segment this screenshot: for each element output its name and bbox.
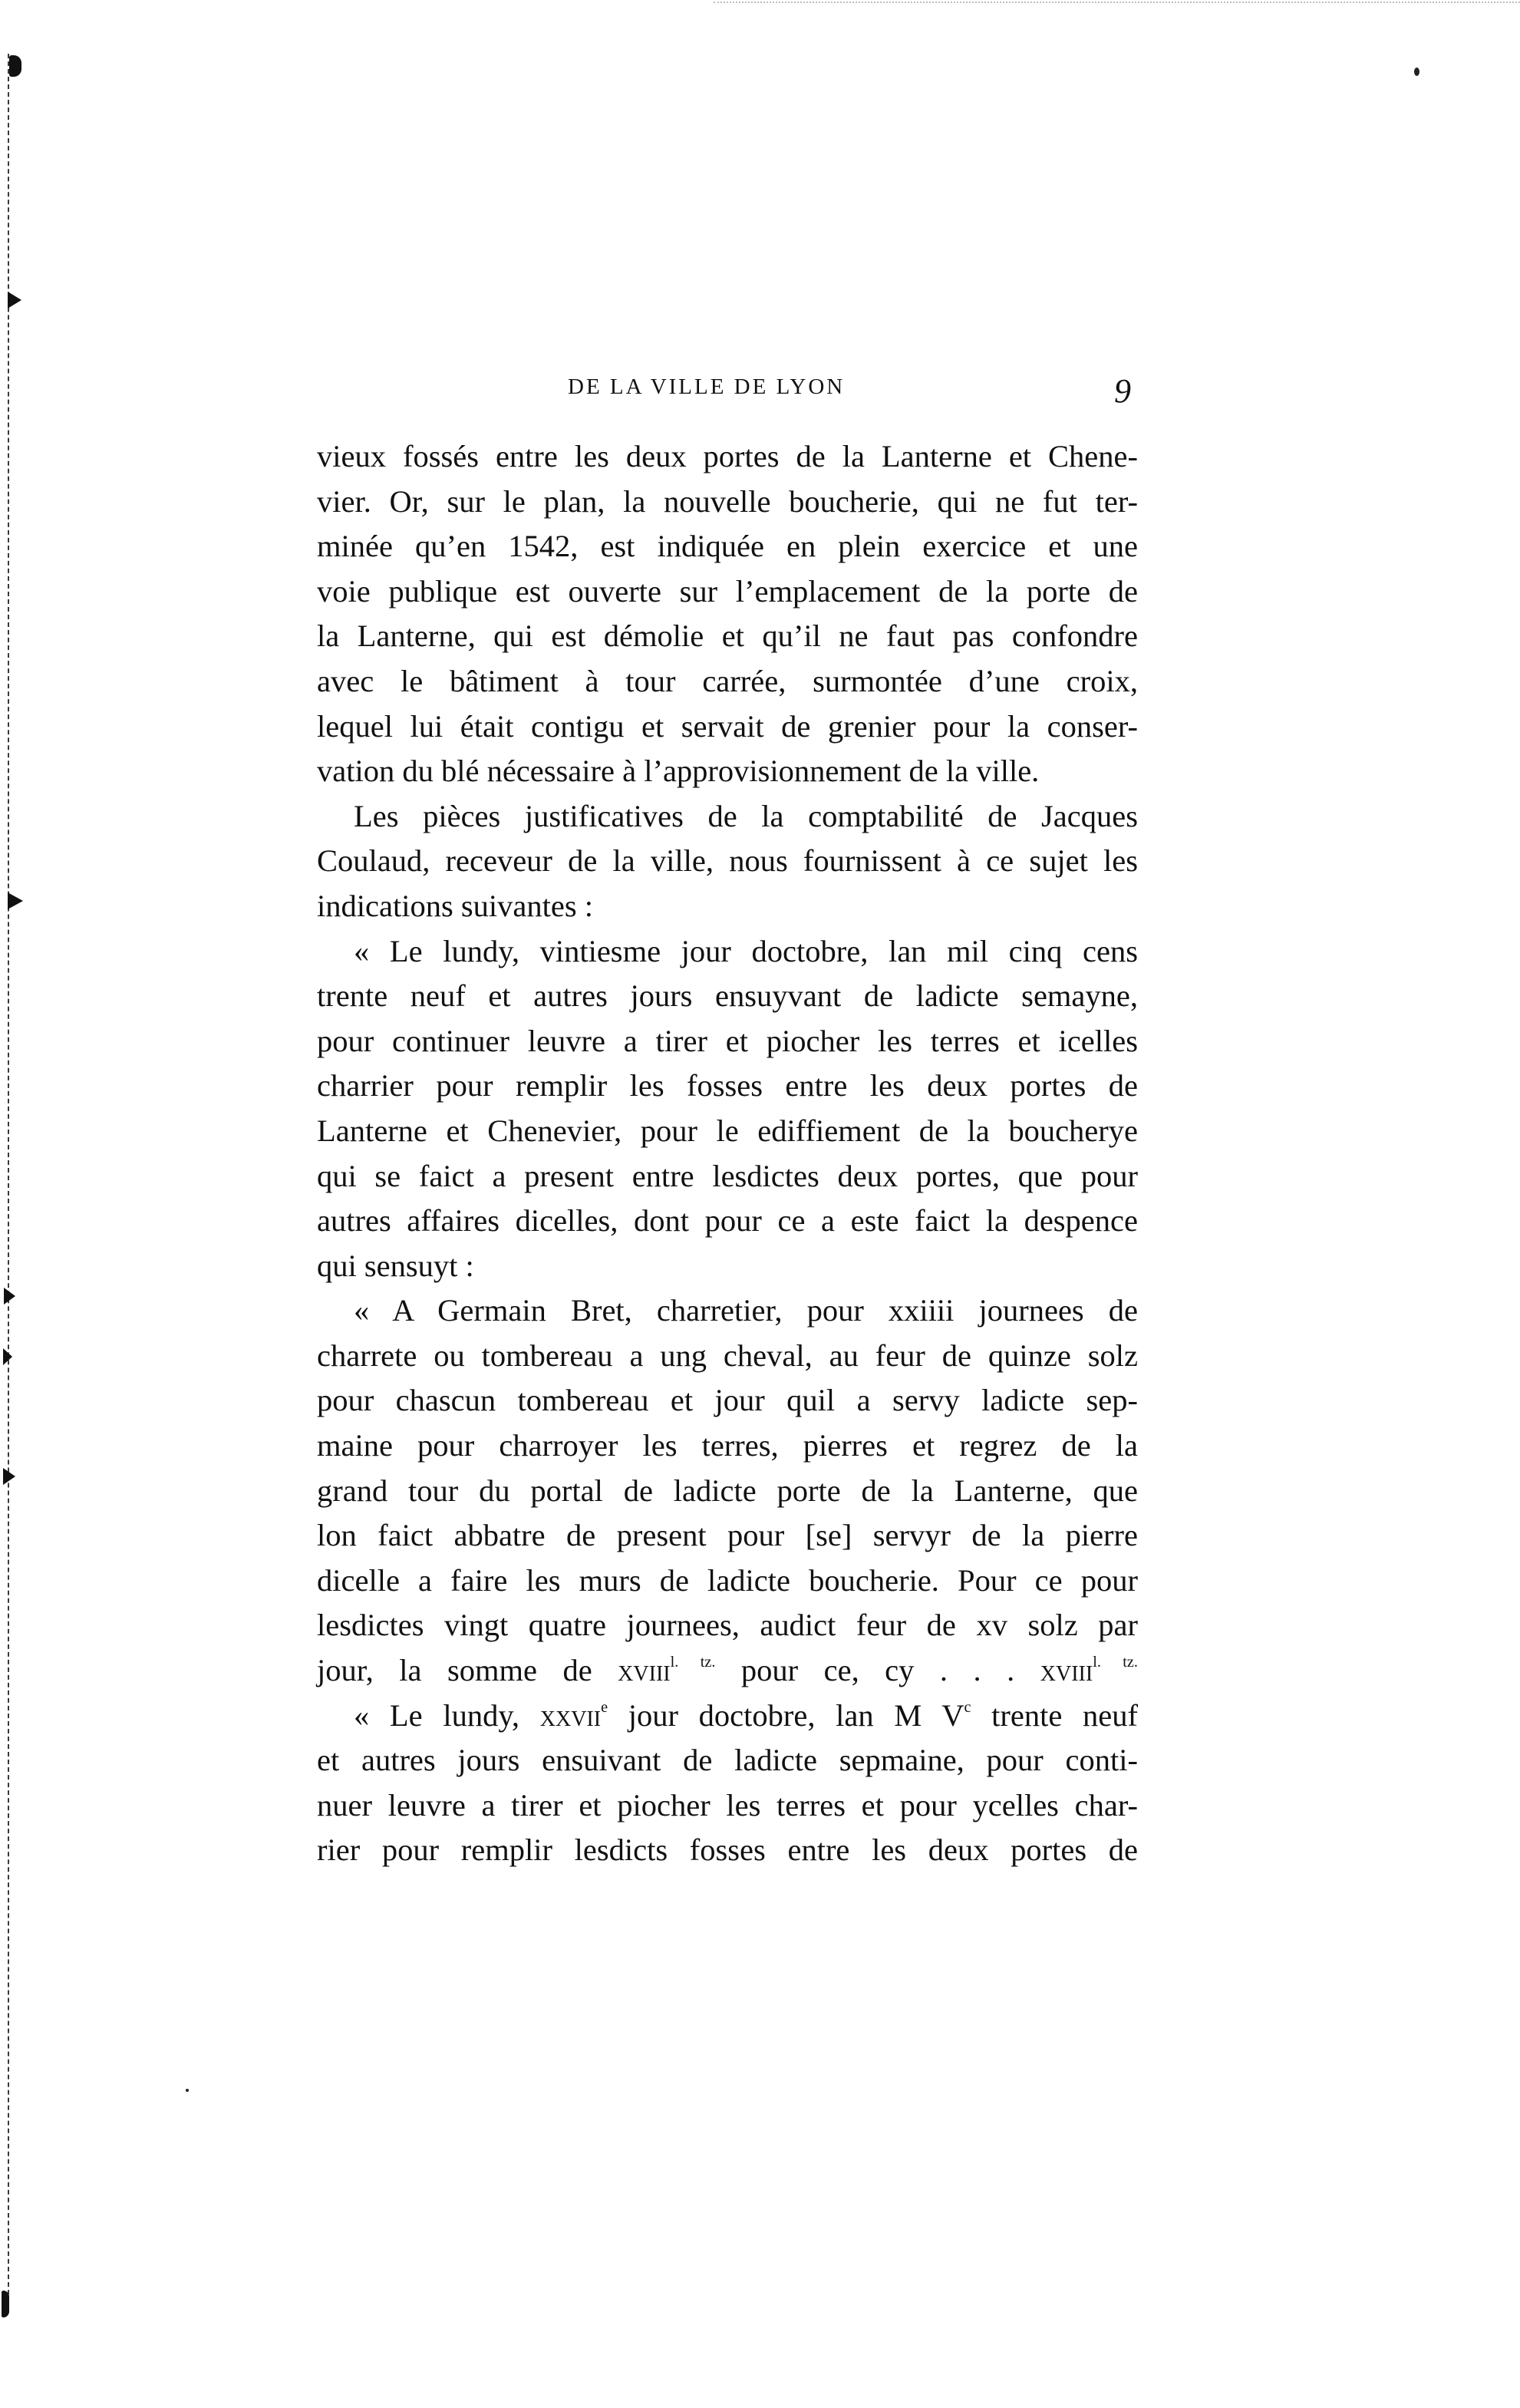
- text-line: qui se faict a present entre lesdictes deux portes, que pour: [317, 1158, 1138, 1193]
- sum-line: [317, 1648, 1138, 1694]
- text-line: avec le bâtiment à tour carrée, surmontée d’une croix,: [317, 663, 1138, 698]
- text-fragment: trente neuf: [971, 1697, 1139, 1733]
- text-line: vieux fossés entre les deux portes de la Lanterne et Chene-: [317, 439, 1138, 473]
- text-line: la Lanterne, qui est démolie et qu’il ne faut pas confondre: [317, 618, 1138, 654]
- text-fragment: jour doctobre, lan M V: [608, 1697, 964, 1733]
- text-line: charrier pour remplir les fosses entre les deux portes de: [317, 1068, 1138, 1103]
- text-line: lon faict abbatre de present pour [se] servyr de la pierre: [317, 1518, 1138, 1553]
- margin-mark: [8, 892, 23, 909]
- ink-speck: [1414, 68, 1419, 76]
- text-line: Lanterne et Chenevier, pour le ediffiement de la boucherye: [317, 1113, 1138, 1148]
- text-line: lequel lui était contigu et servait de grenier pour la conser-: [317, 708, 1138, 744]
- text-line: « Le lundy, vintiesme jour doctobre, lan mil cinq cens: [354, 933, 1138, 968]
- margin-mark: [4, 1288, 15, 1305]
- sum-amount: xviii: [618, 1653, 671, 1688]
- text-line: maine pour charroyer les terres, pierres et regrez de la: [317, 1428, 1138, 1463]
- text-line: Les pièces justificatives de la comptabilité de Jacques: [354, 798, 1138, 833]
- roman-day: xxvii: [539, 1697, 602, 1733]
- text-line: lesdictes vingt quatre journees, audict feur de xv solz par: [317, 1608, 1138, 1643]
- text-line: « A Germain Bret, charretier, pour xxiiii journees de: [354, 1293, 1138, 1328]
- text-line: autres affaires dicelles, dont pour ce a este faict la despence: [317, 1203, 1138, 1239]
- margin-mark: [3, 1348, 12, 1365]
- text-line: vier. Or, sur le plan, la nouvelle boucherie, qui ne fut ter-: [317, 483, 1138, 519]
- text-line: et autres jours ensuivant de ladicte sepmaine, pour conti-: [317, 1743, 1138, 1778]
- scan-top-edge: [714, 2, 1520, 3]
- text-line: trente neuf et autres jours ensuyvant de ladicte semayne,: [317, 978, 1138, 1014]
- text-line: minée qu’en 1542, est indiquée en plein exercice et une: [317, 529, 1138, 564]
- text-line: vation du blé nécessaire à l’approvisionnement de la ville.: [317, 754, 1040, 789]
- sum-prefix: jour, la somme de: [317, 1653, 618, 1688]
- running-header: DE LA VILLE DE LYON: [568, 374, 846, 399]
- text-line: [317, 1694, 1138, 1739]
- scan-binding-edge: [8, 54, 9, 2302]
- margin-mark: [9, 55, 21, 77]
- text-line: charrete ou tombereau a ung cheval, au feur de quinze solz: [317, 1338, 1138, 1373]
- text-line: grand tour du portal de ladicte porte de la Lanterne, que: [317, 1473, 1138, 1508]
- superscript: e: [601, 1698, 608, 1716]
- ink-speck: [186, 2089, 189, 2092]
- sum-unit-right: l. tz.: [1093, 1653, 1138, 1671]
- text-fragment: « Le lundy,: [354, 1697, 540, 1733]
- text-line: Coulaud, receveur de la ville, nous fournissent à ce sujet les: [317, 843, 1138, 879]
- body-text: [317, 434, 1138, 1873]
- text-line: pour chascun tombereau et jour quil a servy ladicte sep-: [317, 1383, 1138, 1418]
- text-line: voie publique est ouverte sur l’emplacement de la porte de: [317, 573, 1138, 609]
- text-line: indications suivantes :: [317, 888, 593, 923]
- margin-mark: [2, 2291, 9, 2317]
- margin-mark: [3, 1468, 15, 1485]
- sum-middle: pour ce, cy . . .: [715, 1653, 1040, 1688]
- margin-mark: [8, 292, 21, 308]
- page-number: 9: [1114, 372, 1131, 410]
- text-line: rier pour remplir lesdicts fosses entre les deux portes de: [317, 1832, 1138, 1868]
- sum-amount-right: xviii: [1040, 1653, 1093, 1688]
- superscript: c: [964, 1698, 971, 1716]
- text-line: pour continuer leuvre a tirer et piocher les terres et icelles: [317, 1023, 1138, 1058]
- text-line: dicelle a faire les murs de ladicte boucherie. Pour ce pour: [317, 1562, 1138, 1598]
- text-line: nuer leuvre a tirer et piocher les terres et pour ycelles char-: [317, 1787, 1138, 1822]
- sum-unit: l. tz.: [670, 1653, 716, 1671]
- text-line: qui sensuyt :: [317, 1248, 474, 1283]
